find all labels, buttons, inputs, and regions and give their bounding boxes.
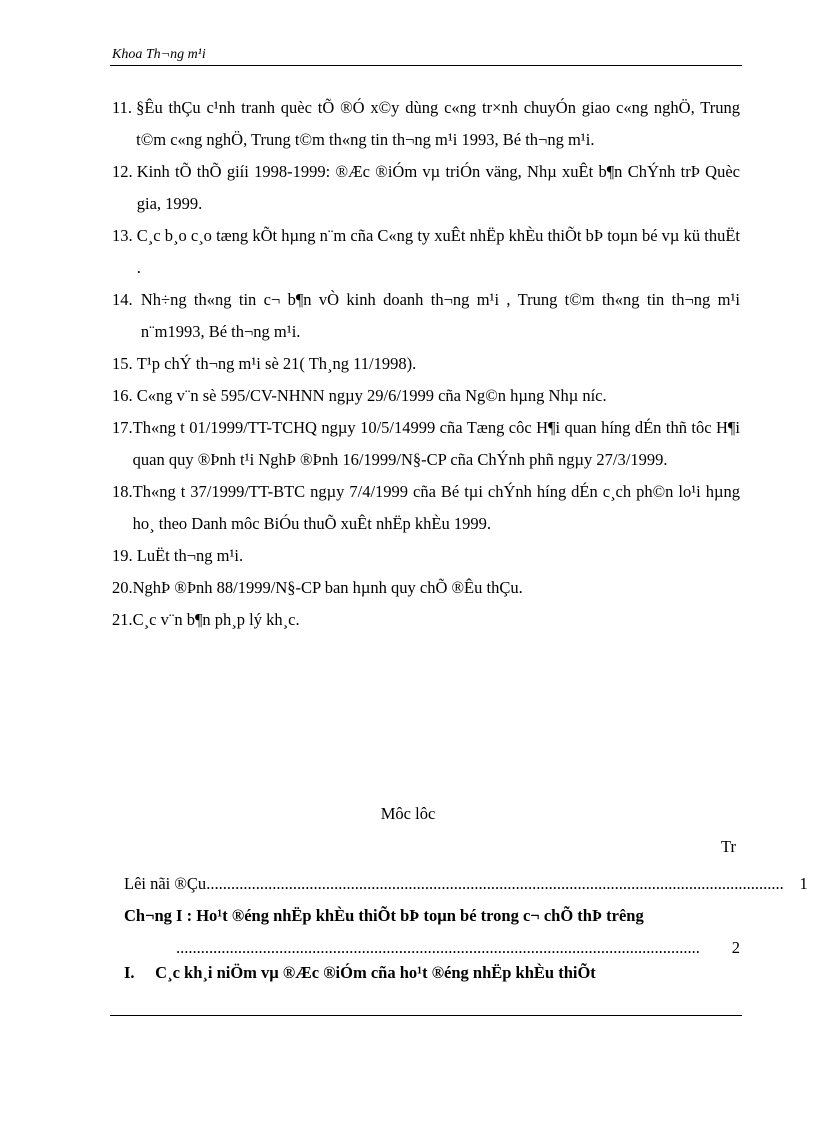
section-text: C¸c kh¸i niÖm vµ ®Æc ®iÓm cña ho¹t ®éng nhËp khÈu thiÕt (155, 963, 596, 982)
list-item (112, 572, 740, 604)
list-item (112, 412, 740, 476)
toc-entry-continuation (124, 932, 740, 964)
toc-page-number: 2 (731, 938, 740, 957)
list-item (112, 284, 740, 348)
item-number: 15. (112, 354, 137, 373)
section-number: I. (124, 963, 135, 982)
item-number: 11. (112, 98, 137, 117)
toc-entry-label: Ch¬ng I : Ho¹t ®éng nhËp khÈu thiÕt bÞ toµn bé trong c¬ chÕ thÞ trêng (124, 906, 644, 925)
item-number: 13. (112, 226, 137, 245)
reference-list (112, 92, 740, 636)
list-item (112, 380, 740, 412)
toc-leader-dots: ............................................................................................................................... (176, 938, 700, 957)
item-number: 14. (112, 290, 141, 309)
item-text: C«ng v¨n sè 595/CV-NHNN ngµy 29/6/1999 cña Ng©n hµng Nhµ níc. (136, 386, 607, 405)
list-item (112, 156, 740, 220)
toc-section-heading (124, 963, 596, 983)
item-number: 17. (112, 418, 133, 437)
toc-leader-dots: ............................................................................................................................................ (206, 874, 784, 893)
item-text: §Êu thÇu c¹nh tranh quèc tÕ ®Ó x©y dùng c«ng tr×nh chuyÓn giao c«ng nghÖ, Trung t©m c«ng nghÖ, Trung t©m th«ng tin th¬ng m¹i 1993, Bé th¬ng m¹i. (136, 98, 740, 149)
toc-entry (124, 868, 808, 900)
footer-rule (110, 1015, 742, 1016)
toc-page-column-label: Tr (721, 837, 736, 856)
page-header: Khoa Th¬ng m¹i (112, 47, 206, 62)
list-item (112, 348, 740, 380)
list-item (112, 540, 740, 572)
toc-title: Môc lôc (380, 804, 436, 823)
item-number: 12. (112, 162, 137, 181)
list-item (112, 220, 740, 284)
item-number: 19. (112, 546, 137, 565)
list-item (112, 92, 740, 156)
item-text: C¸c v¨n b¶n ph¸p lý kh¸c. (132, 610, 300, 629)
item-number: 21. (112, 610, 133, 629)
toc-page-number: 1 (799, 874, 808, 893)
item-text: C¸c b¸o c¸o tæng kÕt hµng n¨m cña C«ng ty xuÊt nhËp khÈu thiÕt bÞ toµn bé vµ kü thuËt . (136, 226, 740, 277)
header-rule (110, 65, 742, 66)
item-text: Th«ng t 01/1999/TT-TCHQ ngµy 10/5/14999 cña Tæng côc H¶i quan híng dÉn thñ tôc H¶i quan quy ®Þnh t¹i NghÞ ®Þnh 16/1999/N§-CP cña ChÝnh phñ ngµy 27/3/1999. (132, 418, 740, 469)
item-number: 20. (112, 578, 133, 597)
list-item (112, 604, 740, 636)
item-text: NghÞ ®Þnh 88/1999/N§-CP ban hµnh quy chÕ ®Êu thÇu. (132, 578, 523, 597)
item-text: LuËt th¬ng m¹i. (136, 546, 244, 565)
item-text: Nh÷ng th«ng tin c¬ b¶n vÒ kinh doanh th¬ng m¹i , Trung t©m th«ng tin th¬ng m¹i n¨m1993, Bé th¬ng m¹i. (140, 290, 740, 341)
item-number: 16. (112, 386, 137, 405)
list-item (112, 476, 740, 540)
toc-entry-label: Lêi nãi ®Çu (124, 874, 207, 893)
item-number: 18. (112, 482, 133, 501)
item-text: T¹p chÝ th¬ng m¹i sè 21( Th¸ng 11/1998). (136, 354, 417, 373)
item-text: Kinh tÕ thÕ giíi 1998-1999: ®Æc ®iÓm vµ triÓn väng, Nhµ xuÊt b¶n ChÝnh trÞ Quèc gia, 1999. (136, 162, 740, 213)
item-text: Th«ng t 37/1999/TT-BTC ngµy 7/4/1999 cña Bé tµi chÝnh híng dÉn c¸ch ph©n lo¹i hµng ho¸ theo Danh môc BiÓu thuÕ xuÊt nhËp khÈu 1999. (132, 482, 740, 533)
table-of-contents (124, 868, 808, 925)
